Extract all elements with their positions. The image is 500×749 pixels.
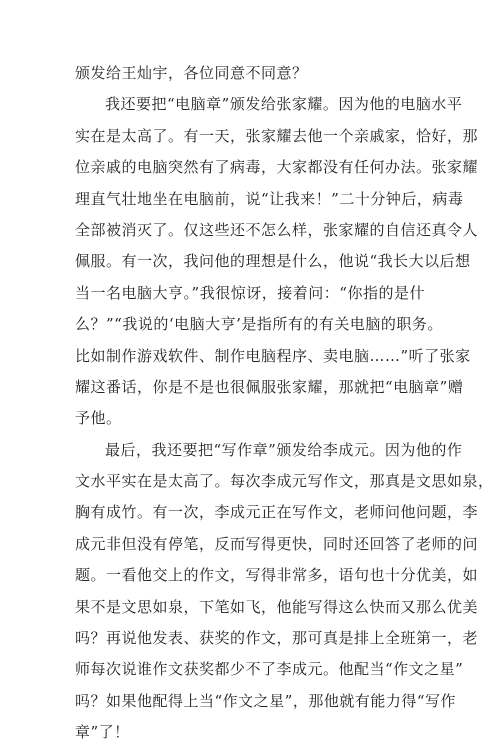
text-line: 果不是文思如泉，下笔如飞，他能写得这么快而又那么优美	[75, 597, 479, 616]
text-line: 章”了！	[75, 723, 130, 742]
text-line: 最后，我还要把“写作章”颁发给李成元。因为他的作	[105, 440, 463, 459]
text-line: 当一名电脑大亨。”我很惊讶，接着问：“你指的是什	[75, 283, 425, 302]
text-line: 题。一看他交上的作文，写得非常多，语句也十分优美，如	[75, 566, 479, 585]
text-line: 位亲戚的电脑突然有了病毒，大家都没有任何办法。张家耀	[75, 158, 479, 177]
text-line: 吗？如果他配得上当“作文之星”，那他就有能力得“写作	[75, 691, 457, 710]
text-line: 吗？再说他发表、获奖的作文，那可真是排上全班第一，老	[75, 629, 479, 648]
document-body	[75, 58, 494, 749]
text-line: 实在是太高了。有一天，张家耀去他一个亲戚家，恰好，那	[75, 126, 479, 145]
text-line: 颁发给王灿宇，各位同意不同意？	[75, 64, 308, 82]
text-line: 佩服。有一次，我问他的理想是什么，他说“我长大以后想	[75, 252, 471, 271]
text-line: 么？”“我说的‘电脑大亨’是指所有的有关电脑的职务。	[75, 315, 443, 334]
text-line: 我还要把“电脑章”颁发给张家耀。因为他的电脑水平	[105, 95, 463, 114]
text-line: 成元非但没有停笔，反而写得更快，同时还回答了老师的问	[75, 534, 479, 553]
text-line: 理直气壮地坐在电脑前，说“让我来！”二十分钟后，病毒	[75, 189, 464, 208]
text-line: 师每次说谁作文获奖都少不了李成元。他配当“作文之星”	[75, 660, 464, 679]
text-line: 全部被消灭了。仅这些还不怎么样，张家耀的自信还真令人	[75, 220, 479, 239]
text-line: 文水平实在是太高了。每次李成元写作文，那真是文思如泉，	[75, 472, 494, 491]
text-line: 耀这番话，你是不是也很佩服张家耀，那就把“电脑章”赠	[75, 377, 464, 396]
text-line: 比如制作游戏软件、制作电脑程序、卖电脑……”听了张家	[75, 346, 471, 365]
text-line: 胸有成竹。有一次，李成元正在写作文，老师问他问题，李	[75, 503, 479, 522]
text-line: 予他。	[75, 409, 122, 428]
